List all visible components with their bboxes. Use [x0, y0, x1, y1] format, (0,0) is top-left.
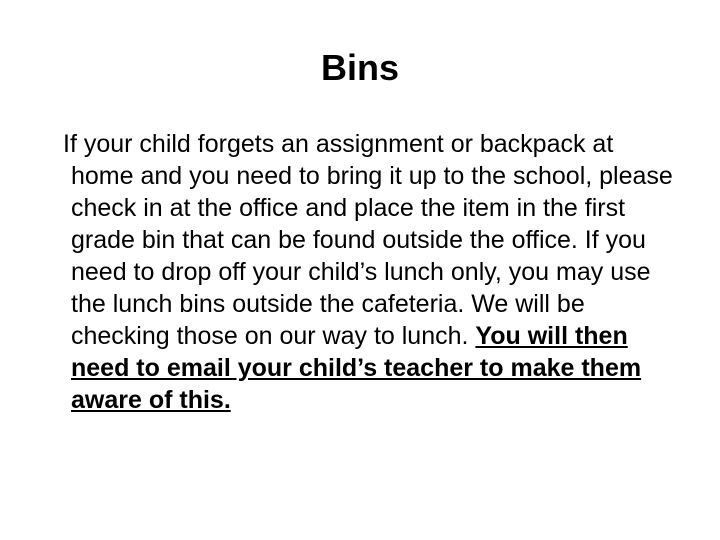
slide-body — [63, 128, 681, 416]
body-text-emphasis: You will then need to email your child’s teacher to make them aware of this. — [71, 322, 642, 414]
body-text-normal: If your child forgets an assignment or backpack at home and you need to bring it up to the school, please check in at the office and place the item in the first grade bin that can be found outside the office. If you need to drop off your child’s lunch only, you may use the lunch bins outside the cafeteria. We will be checking those on our way to lunch. — [63, 130, 673, 350]
slide-title: Bins — [320, 47, 399, 88]
